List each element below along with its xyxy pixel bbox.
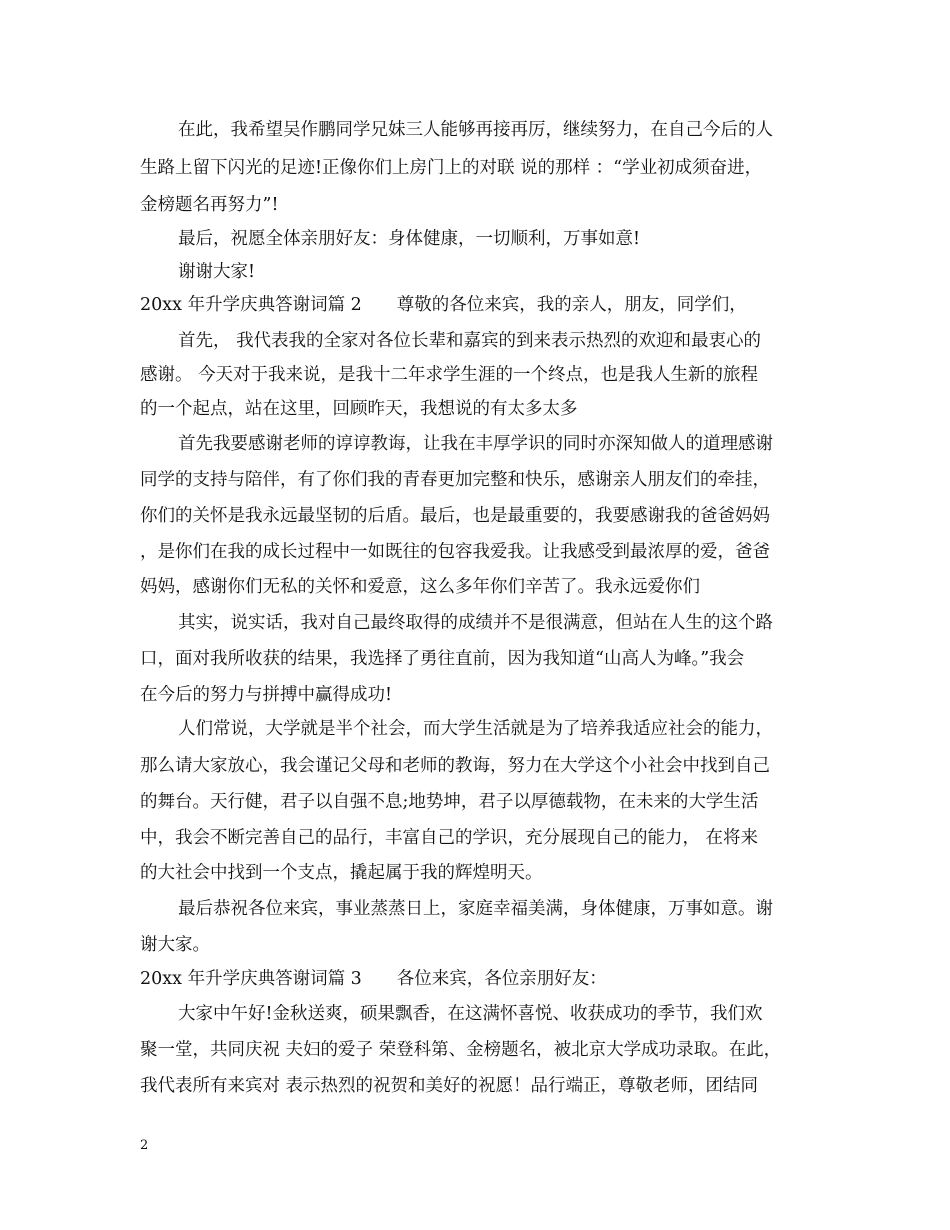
- section-heading: 20xx 年升学庆典答谢词篇 3 各位来宾，各位亲朋好友：: [140, 969, 607, 989]
- text-line: 最后恭祝各位来宾，事业蒸蒸日上，家庭幸福美满，身体健康，万事如意。谢: [178, 899, 773, 919]
- page-number: 2: [140, 1138, 149, 1153]
- text-line: 的一个起点，站在这里，回顾昨天，我想说的有太多太多: [140, 399, 578, 419]
- section-heading: 20xx 年升学庆典答谢词篇 2 尊敬的各位来宾，我的亲人，朋友，同学们，: [140, 295, 747, 315]
- text-line: 妈妈，感谢你们无私的关怀和爱意，这么多年你们辛苦了。我永远爱你们: [140, 577, 700, 597]
- text-line: 的大社会中找到一个支点，撬起属于我的辉煌明天。: [140, 863, 543, 883]
- text-line: 大家中午好!金秋送爽，硕果飘香，在这满怀喜悦、收获成功的季节，我们欢: [178, 1004, 763, 1024]
- text-line: 同学的支持与陪伴，有了你们我的青春更加完整和快乐，感谢亲人朋友们的牵挂，: [140, 470, 770, 490]
- text-line: 感谢。 今天对于我来说，是我十二年求学生涯的一个终点，也是我人生新的旅程: [140, 365, 759, 385]
- text-line: 人们常说，大学就是半个社会，而大学生活就是为了培养我适应社会的能力，: [178, 719, 773, 739]
- text-line: 首先我要感谢老师的谆谆教诲，让我在丰厚学识的同时亦深知做人的道理感谢: [178, 434, 773, 454]
- text-line: 首先， 我代表我的全家对各位长辈和嘉宾的到来表示热烈的欢迎和最衷心的: [178, 331, 762, 351]
- text-line: 你们的关怀是我永远最坚韧的后盾。最后，也是最重要的，我要感谢我的爸爸妈妈: [140, 506, 770, 526]
- text-line: 那么请大家放心，我会谨记父母和老师的教诲，努力在大学这个小社会中找到自己: [140, 756, 770, 776]
- text-line: 金榜题名再努力”!: [140, 195, 279, 215]
- text-line: 中，我会不断完善自己的品行，丰富自己的学识，充分展现自己的能力， 在将来: [140, 828, 759, 848]
- text-line: 最后，祝愿全体亲朋好友：身体健康，一切顺利，万事如意!: [178, 229, 641, 249]
- text-line: 口，面对我所收获的结果，我选择了勇往直前，因为我知道“山高人为峰。”我会: [140, 649, 745, 669]
- text-line: 谢谢大家!: [178, 262, 256, 282]
- text-line: 的舞台。天行健，君子以自强不息;地势坤，君子以厚德载物，在未来的大学生活: [140, 792, 759, 812]
- text-line: 聚一堂，共同庆祝 夫妇的爱子 荣登科第、金榜题名，被北京大学成功录取。在此，: [140, 1040, 782, 1060]
- text-line: 在今后的努力与拼搏中赢得成功!: [140, 685, 393, 705]
- text-line: 生路上留下闪光的足迹!正像你们上房门上的对联 说的那样 ：“学业初成须奋进，: [140, 158, 763, 178]
- text-line: ，是你们在我的成长过程中一如既往的包容我爱我。让我感受到最浓厚的爱，爸爸: [140, 542, 770, 562]
- text-line: 其实，说实话，我对自己最终取得的成绩并不是很满意，但站在人生的这个路: [178, 613, 773, 633]
- text-line: 谢大家。: [140, 935, 210, 955]
- text-line: 我代表所有来宾对 表示热烈的祝贺和美好的祝愿！品行端正，尊敬老师，团结同: [140, 1076, 759, 1096]
- text-line: 在此，我希望吴作鹏同学兄妹三人能够再接再厉，继续努力，在自己今后的人: [178, 120, 773, 140]
